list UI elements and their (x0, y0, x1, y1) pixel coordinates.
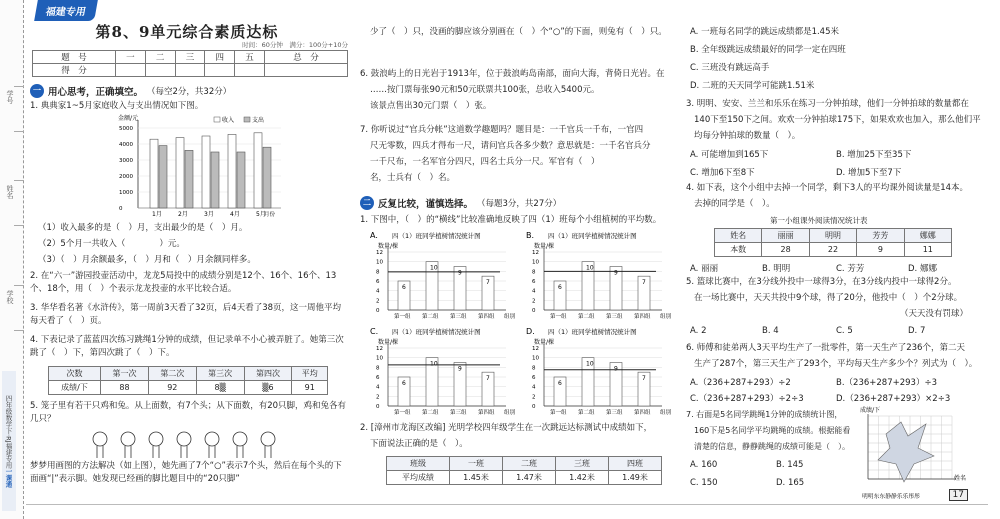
option-y-tick: 10 (532, 259, 539, 266)
option-x-tick: 第四组 (634, 314, 651, 320)
table-cell: 第二次 (148, 367, 196, 381)
table-cell: 第四次 (244, 367, 292, 381)
option-x-tick: 第三组 (450, 314, 467, 320)
score-table (32, 50, 348, 77)
q1-bar-income (176, 138, 184, 208)
q2-option-c[interactable]: C. 三班没有跳远高手 (690, 63, 770, 73)
option-bar-label: 10 (430, 264, 438, 272)
score-cell: 五 (235, 51, 265, 64)
r-q7-line-3: 清楚的信息，静静跳绳的成绩可能是（ ）。 (694, 442, 850, 451)
jr-chart-ylabel: 成绩/下 (860, 407, 881, 414)
side-edge-book-label: 四年级数学下·RJ福建专用 一课通 (2, 371, 16, 511)
option-chart-title: 四（1）班同学植树情况统计图 (548, 232, 637, 240)
option-chart-title: 四（1）班同学植树情况统计图 (392, 328, 481, 336)
r-q7-line-1: 7. 右面是5名同学跳绳1分钟的成绩统计图， (686, 410, 843, 419)
q2-option-b[interactable]: B. 全年级跳远成绩最好的同学一定在四班 (690, 45, 846, 55)
table-cell: 明明 (809, 229, 856, 243)
table-cell: 1.49米 (608, 471, 661, 485)
table-cell: 本数 (715, 243, 762, 257)
page-subtitle: 时间：60分钟 满分：100分+10分 (242, 41, 348, 49)
option-y-tick: 4 (376, 288, 380, 295)
table-cell: 28 (762, 243, 809, 257)
score-input[interactable] (145, 64, 175, 77)
q6-line-2: ……按门票每张90元和50元联票共100张，总收入5400元。 (370, 85, 600, 95)
q1-bar-expense (263, 147, 271, 208)
q1-y-tick: 4000 (119, 142, 133, 148)
table-cell: 第一次 (101, 367, 149, 381)
option-x-label: 组别 (660, 410, 672, 416)
option-x-tick: 第二组 (422, 410, 439, 416)
option-chart-ylabel: 数量/棵 (378, 243, 399, 250)
q1-y-tick: 3000 (119, 158, 133, 164)
r-q5-line-2: 在一场比赛中，天天共投中9个球，得了20分，他投中（ ）个2分球。 (694, 293, 963, 303)
option-y-tick: 12 (532, 346, 539, 352)
q5-continued: 少了（ ）只，没画的脚应该分别画在（ ）个“○”的下面，则兔有（ ）只。 (370, 27, 667, 37)
table-cell: 8▒ (196, 381, 244, 395)
r-q3-line-2: 140下至150下之间。欢欢一分钟拍球175下，如果欢欢也加入，那么他们平 (694, 115, 981, 125)
option-x-tick: 第三组 (606, 314, 623, 320)
q1-line-1: （1）收入最多的是（ ）月，支出最少的是（ ）月。 (38, 223, 248, 233)
legend-income: 收入 (222, 117, 235, 124)
score-cell: 得 分 (33, 64, 116, 77)
q6-option-d[interactable]: D.（236+287+293）×2÷3 (836, 394, 951, 404)
option-y-tick: 2 (376, 298, 380, 305)
option-bar-label: 6 (402, 284, 406, 291)
q6-option-b[interactable]: B.（236+287+293）÷3 (836, 378, 937, 388)
q7-option-b[interactable]: B. 145 (776, 460, 804, 470)
option-x-tick: 第二组 (578, 314, 595, 320)
head-circle (93, 432, 107, 446)
q3-option-b[interactable]: B. 增加25下至35下 (836, 150, 912, 160)
option-y-tick: 8 (376, 365, 380, 372)
table-cell: 1.45米 (449, 471, 502, 485)
q1-x-tick: 2月 (178, 211, 188, 218)
side-label-id: 学号 (6, 90, 14, 104)
score-input[interactable] (175, 64, 205, 77)
q1-bar-income (150, 139, 158, 208)
section-1-heading: 一 用心思考，正确填空。 （每空2分，共32分） (30, 84, 231, 98)
option-letter: A. (370, 231, 378, 240)
table-cell: 1.47米 (502, 471, 555, 485)
table-cell: 四班 (608, 457, 661, 471)
option-bar-label: 7 (486, 375, 490, 383)
q7-line-3: 一千尺布，一名军官分四尺，四名士兵分一尺。军官有（ ） (370, 157, 600, 167)
option-x-label: 组别 (504, 410, 516, 416)
head-circle (261, 432, 275, 446)
r-q4-table (714, 228, 952, 257)
q5-option-a[interactable]: A. 2 (690, 326, 707, 336)
score-input[interactable] (235, 64, 265, 77)
option-bar-label: 7 (642, 375, 646, 383)
score-input[interactable] (264, 64, 347, 77)
table-cell: 一班 (449, 457, 502, 471)
q6-option-a[interactable]: A.（236+287+293）÷2 (690, 378, 791, 388)
option-bar-label: 9 (614, 365, 618, 373)
option-y-tick: 10 (532, 355, 539, 362)
q6-line-3: 该景点售出30元门票（ ）张。 (370, 101, 492, 111)
q1-x-tick: 4月 (230, 211, 240, 218)
q6-option-c[interactable]: C.（236+287+293）÷2÷3 (690, 394, 804, 404)
jr-chart-names: 明明东东静静乐乐彤彤 (862, 494, 920, 500)
option-chart-c[interactable] (370, 326, 520, 418)
q6-line-1: 6. 鼓浪屿上的日光岩于1913年，位于鼓浪屿岛南部，面向大海，背倚日光岩。在 (360, 69, 665, 79)
bottom-rule (26, 504, 988, 505)
m2-line-2: 下面说法正确的是（ ）。 (370, 439, 468, 449)
r-q4-line-2: 去掉的同学是（ ）。 (694, 199, 775, 209)
r-q5-line-1: 5. 篮球比赛中，在3分线外投中一球得3分，在3分线内投中一球得2分。 (686, 277, 957, 287)
option-x-tick: 第一组 (394, 410, 411, 416)
option-chart-title: 四（1）班同学植树情况统计图 (392, 232, 481, 240)
q4-text: 4. 下表记录了蓝蓝四次练习跳绳1分钟的成绩，但记录单不小心被弄脏了。她第三次跳了（ ）下，第四次跳了（ ）下。 (30, 335, 344, 358)
q4-option-c[interactable]: C. 芳芳 (836, 264, 865, 274)
option-x-label: 组别 (660, 314, 672, 320)
chicken-rabbit-drawing (86, 430, 296, 460)
m2-line-1: 2. [漳州市龙海区改编] 光明学校四年级学生在一次跳远达标测试中成绩如下， (360, 423, 653, 433)
table-cell: 三班 (555, 457, 608, 471)
option-x-label: 组别 (504, 314, 516, 320)
q2-option-a[interactable]: A. 一班每名同学的跳远成绩都是1.45米 (690, 27, 839, 37)
q7-option-c[interactable]: C. 150 (690, 478, 718, 488)
q7-option-d[interactable]: D. 165 (776, 478, 805, 488)
q1-y-tick: 5000 (119, 126, 133, 132)
r-q3-line-3: 均每分钟拍球的数量（ ）。 (694, 131, 801, 141)
option-y-tick: 6 (376, 375, 380, 381)
option-bar-label: 10 (586, 360, 594, 368)
table-cell: 91 (292, 381, 328, 395)
side-field-school[interactable] (14, 285, 24, 331)
table-cell: 成绩/下 (49, 381, 101, 395)
head-circle (205, 432, 219, 446)
jump-rope-chart (856, 404, 972, 502)
option-bar-label: 6 (402, 380, 406, 387)
legend-expense: 支出 (252, 117, 265, 124)
option-y-tick: 4 (532, 288, 536, 295)
table-cell: 9 (857, 243, 904, 257)
option-y-tick: 4 (376, 384, 380, 391)
page-title: 第8、9单元综合素质达标 (95, 23, 279, 41)
chart-y-label: 金额/元 (118, 115, 139, 122)
option-y-tick: 4 (532, 384, 536, 391)
q5-option-d[interactable]: D. 7 (908, 326, 926, 336)
option-letter: C. (370, 327, 379, 336)
option-bar-label: 7 (642, 279, 646, 287)
option-y-tick: 0 (376, 308, 380, 314)
option-chart-ylabel: 数量/棵 (534, 243, 555, 250)
option-bar-label: 6 (558, 284, 562, 291)
q7-line-2: 尺无零数，四兵才得布一尺，请问官兵各多少数？意思就是：一千名官兵分 (370, 141, 651, 151)
r-q6-line-1: 6. 师傅和徒弟两人3天平均生产了一批零件，第一天生产了236个，第二天 (686, 343, 965, 353)
table-cell: 二班 (502, 457, 555, 471)
option-y-tick: 2 (532, 298, 536, 305)
table-cell: 丽丽 (762, 229, 809, 243)
score-input[interactable] (205, 64, 235, 77)
option-x-tick: 第四组 (634, 410, 651, 416)
table-cell: 92 (148, 381, 196, 395)
r-q4-line-1: 4. 如下表，这个小组中去掉一个同学，剩下3人的平均课外阅读量是14本。 (686, 183, 969, 193)
q3-text: 3. 华华看名著《水浒传》，第一周前3天看了32页，后4天看了38页，这一周他平均每天看了（ ）页。 (30, 303, 342, 326)
q1-bar-expense (159, 146, 167, 208)
q1-bar-expense (237, 152, 245, 208)
option-x-tick: 第一组 (394, 314, 411, 320)
option-y-tick: 12 (376, 346, 383, 352)
q7-option-a[interactable]: A. 160 (690, 460, 718, 470)
option-y-tick: 2 (532, 394, 536, 401)
head-circle (177, 432, 191, 446)
side-field-id[interactable] (14, 86, 24, 132)
q1-x-tick: 3月 (204, 211, 214, 218)
r-q5-line-3: （天天没有罚球） (899, 309, 968, 319)
option-chart-ylabel: 数量/棵 (534, 339, 555, 346)
option-bar-label: 7 (486, 279, 490, 287)
option-y-tick: 6 (532, 279, 536, 285)
q4-option-d[interactable]: D. 娜娜 (908, 264, 937, 274)
head-circle (233, 432, 247, 446)
option-y-tick: 0 (376, 404, 380, 410)
side-label-name: 姓名 (6, 185, 14, 199)
table-cell: 22 (809, 243, 856, 257)
score-input[interactable] (116, 64, 146, 77)
column-left (26, 0, 348, 519)
q5-text: 5. 笼子里有若干只鸡和兔。从上面数，有7个头；从下面数，有20只脚，鸡和兔各有几只？ (30, 401, 347, 424)
q1-x-tick: 1月 (152, 211, 162, 218)
option-bar-label: 9 (458, 365, 462, 373)
option-y-tick: 12 (376, 250, 383, 256)
q4-table-caption: 第一小组课外阅读情况统计表 (770, 216, 868, 225)
score-cell: 总 分 (264, 51, 347, 64)
head-circle (121, 432, 135, 446)
q1-bar-expense (185, 150, 193, 208)
option-y-tick: 8 (532, 365, 536, 372)
m2-table (386, 456, 662, 485)
q4-table (48, 366, 328, 395)
option-x-tick: 第三组 (606, 410, 623, 416)
option-y-tick: 10 (376, 355, 383, 362)
table-cell: 姓名 (715, 229, 762, 243)
score-cell: 三 (175, 51, 205, 64)
jr-chart-xlabel: 姓名 (954, 475, 967, 482)
q1-bar-income (228, 134, 236, 208)
option-letter: B. (526, 231, 535, 240)
q5-tail: 梦梦用画图的方法解决（如上图），她先画了7个“○”表示7个头，然后在每个头的下面画“|”表示脚。她发现已经画的脚比题目中的“20只脚” (30, 461, 342, 484)
page-number: 17 (949, 489, 968, 501)
binding-margin (0, 0, 24, 519)
option-bar-label: 10 (430, 360, 438, 368)
q2-option-d[interactable]: D. 二班的天天同学可能跳1.51米 (690, 81, 815, 91)
table-cell: 娜娜 (904, 229, 951, 243)
m1-text: 1. 下图中，（ ）的“横线”比较准确地反映了四（1）班每个小组植树的平均数。 (360, 215, 662, 225)
option-y-tick: 10 (376, 259, 383, 266)
q1-text: 1. 典典家1~5月家庭收入与支出情况如下图。 (30, 101, 204, 111)
column-middle (356, 0, 682, 519)
score-cell: 一 (116, 51, 146, 64)
table-cell: 平均 (292, 367, 328, 381)
table-cell: 1.42米 (555, 471, 608, 485)
q2-text: 2. 在“六一”游园投壶活动中，龙龙5局投中的成绩分别是12个、16个、16个、13个、18个，用（ ）个表示龙龙投壶的水平比较合适。 (30, 271, 337, 294)
option-y-tick: 0 (532, 404, 536, 410)
table-cell: 88 (101, 381, 149, 395)
q1-line-3: （3）（ ）月余额最多，（ ）月和（ ）月余额同样多。 (38, 255, 256, 265)
table-cell: ▒6 (244, 381, 292, 395)
option-x-tick: 第二组 (578, 410, 595, 416)
table-cell: 次数 (49, 367, 101, 381)
q4-option-a[interactable]: A. 丽丽 (690, 264, 719, 274)
score-cell: 题 号 (33, 51, 116, 64)
q1-bar-income (202, 136, 210, 208)
option-y-tick: 2 (376, 394, 380, 401)
option-bar-label: 9 (614, 269, 618, 277)
q1-y-tick: 1000 (119, 190, 133, 196)
r-q7-line-2: 160下是5名同学平均跳绳的成绩。根据能看 (694, 426, 851, 435)
q1-y-tick: 0 (119, 206, 123, 212)
q1-line-2: （2）5个月一共收入（ ）元。 (38, 239, 185, 249)
q1-x-label: 月份 (264, 212, 276, 218)
score-cell: 二 (145, 51, 175, 64)
option-bar-label: 6 (558, 380, 562, 387)
column-right (686, 0, 981, 519)
q1-x-tick: 5月 (256, 211, 266, 218)
table-cell: 班级 (387, 457, 450, 471)
option-y-tick: 8 (376, 269, 380, 276)
option-y-tick: 12 (532, 250, 539, 256)
ink-blot-shape (878, 422, 934, 482)
table-cell: 芳芳 (857, 229, 904, 243)
option-y-tick: 6 (532, 375, 536, 381)
option-x-tick: 第三组 (450, 410, 467, 416)
option-chart-title: 四（1）班同学植树情况统计图 (548, 328, 637, 336)
side-label-school: 学校 (6, 290, 14, 304)
q1-bar-income (254, 133, 262, 208)
option-x-tick: 第二组 (422, 314, 439, 320)
option-chart-a[interactable] (370, 230, 520, 322)
option-bar-label: 9 (458, 269, 462, 277)
q7-line-1: 7. 你听说过“官兵分帐”这道数学趣题吗？题目是：一千官兵一千布，一官四 (360, 125, 644, 135)
option-x-tick: 第一组 (550, 314, 567, 320)
option-x-tick: 第一组 (550, 410, 567, 416)
option-x-tick: 第四组 (478, 314, 495, 320)
score-cell: 四 (205, 51, 235, 64)
table-cell: 11 (904, 243, 951, 257)
option-y-tick: 0 (532, 308, 536, 314)
q5-option-c[interactable]: C. 5 (836, 326, 853, 336)
table-cell: 第三次 (196, 367, 244, 381)
q4-option-b[interactable]: B. 明明 (762, 264, 791, 274)
q3-option-c[interactable]: C. 增加6下至8下 (690, 168, 755, 178)
region-tag: 福建专用 (34, 0, 98, 21)
head-circle (149, 432, 163, 446)
side-field-name[interactable] (14, 180, 24, 226)
q5-option-b[interactable]: B. 4 (762, 326, 779, 336)
q1-y-tick: 2000 (119, 174, 133, 180)
r-q6-line-2: 生产了287个，第三天生产了293个，平均每天生产多少个？列式为（ ）。 (694, 359, 978, 369)
r-q3-line-1: 3. 明明、安安、兰兰和乐乐在练习一分钟拍球，他们一分钟拍球的数量都在 (686, 99, 969, 109)
option-letter: D. (526, 327, 535, 336)
table-cell: 平均成绩 (387, 471, 450, 485)
option-x-tick: 第四组 (478, 410, 495, 416)
option-y-tick: 6 (376, 279, 380, 285)
section-2-heading: 二 反复比较，谨慎选择。 （每题3分，共27分） (360, 196, 561, 210)
q3-option-a[interactable]: A. 可能增加到165下 (690, 150, 769, 160)
option-chart-d[interactable] (526, 326, 676, 418)
q7-line-4: 名，士兵有（ ）名。 (370, 173, 456, 183)
option-chart-b[interactable] (526, 230, 676, 322)
income-expense-chart (116, 114, 286, 220)
q3-option-d[interactable]: D. 增加5下至7下 (836, 168, 902, 178)
option-chart-ylabel: 数量/棵 (378, 339, 399, 346)
q1-bar-expense (211, 152, 219, 208)
option-y-tick: 8 (532, 269, 536, 276)
option-bar-label: 10 (586, 264, 594, 272)
